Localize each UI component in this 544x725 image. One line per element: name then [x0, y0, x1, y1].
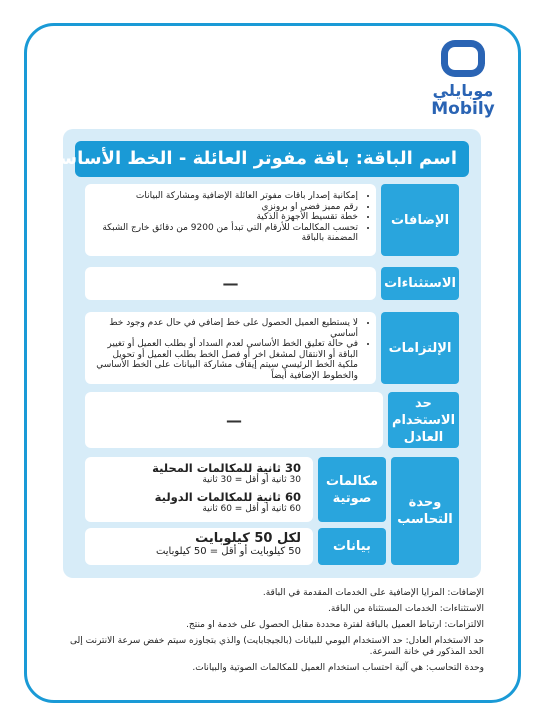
- fair-use-value: —: [226, 410, 242, 430]
- definition-exclusions: الاستثناءات: الخدمات المستثناة من الباقة.: [328, 604, 484, 614]
- exclusions-box: [85, 267, 376, 300]
- intl-calls-detail: 60 ثانية أو أقل = 60 ثانية: [202, 504, 301, 514]
- data-box: [85, 528, 313, 565]
- definition-additions: الإضافات: المزايا الإضافية على الخدمات المقدمة في الباقة.: [262, 588, 484, 598]
- voice-calls-box: [85, 457, 313, 522]
- definition-obligations: الالتزامات: ارتباط العميل بالباقة لفترة محددة مقابل الحصول على خدمة او منتج.: [186, 620, 484, 630]
- list-item: • تحسب المكالمات للأرقام التي تبدأ من 9200 من دقائق خارج الشبكة المضمنة بالباقة: [93, 223, 358, 244]
- additions-label: الإضافات: [381, 184, 459, 256]
- list-item: • خطة تقسيط الأجهزة الذكية: [93, 212, 358, 223]
- local-calls-unit: 30 ثانية للمكالمات المحلية: [152, 461, 301, 475]
- intl-calls-unit: 60 ثانية للمكالمات الدولية: [154, 490, 301, 504]
- exclusions-value: —: [222, 274, 239, 293]
- data-unit: لكل 50 كيلوبايت: [195, 531, 301, 546]
- billing-unit-label: وحدة التحاسب: [391, 457, 459, 565]
- list-item: • في حالة تعليق الخط الأساسي لعدم السداد أو بطلب العميل أو تغيير الباقة أو الانتقال لمشغل اخر أو فصل الخط بطلب العميل أو تحويل ملكية الخط الرئيسي سيتم إيقاف مشاركة البيانات على الخط الأساسي والخطوط الإضافية أيضاً: [93, 339, 358, 381]
- data-label: بيانات: [318, 528, 386, 565]
- logo-arabic-text: موبايلي: [432, 81, 494, 100]
- fair-use-box: [85, 392, 383, 448]
- obligations-label: الإلتزامات: [381, 312, 459, 384]
- obligations-list: [85, 312, 376, 381]
- definitions-footer: [60, 588, 484, 679]
- additions-list: [85, 184, 376, 244]
- definition-fair-use: حد الاستخدام العادل: حد الاستخدام اليومي للبيانات (بالجيجابايت) والذي بتجاوزه سيتم خفض سرعة الانترنت إلى الحد المذكور في خانة السرعة.: [70, 636, 484, 657]
- list-item: • إمكانية إصدار باقات مفوتر العائلة الإضافية ومشاركة البيانات: [93, 191, 358, 202]
- additions-box: [85, 184, 376, 256]
- data-detail: 50 كيلوبايت أو أقل = 50 كيلوبايت: [155, 546, 301, 557]
- definition-billing-unit: وحدة التحاسب: هي آلية احتساب استخدام العميل للمكالمات الصوتية والبيانات.: [192, 663, 484, 673]
- voice-calls-label: مكالمات صوتية: [318, 457, 386, 522]
- package-title: اسم الباقة: باقة مفوتر العائلة - الخط الأساسي: [75, 141, 469, 177]
- fair-use-label: حد الاستخدام العادل: [388, 392, 459, 448]
- list-item: • رقم مميز فضي او برونزي: [93, 202, 358, 213]
- mobily-logo: [418, 40, 508, 128]
- exclusions-label: الاستثناءات: [381, 267, 459, 300]
- logo-english-text: Mobily: [431, 99, 495, 119]
- list-item: • لا يستطيع العميل الحصول على خط إضافي في حال عدم وجود خط أساسي: [93, 318, 358, 339]
- obligations-box: [85, 312, 376, 384]
- local-calls-detail: 30 ثانية أو أقل = 30 ثانية: [202, 475, 301, 485]
- mobily-logo-icon: [437, 40, 489, 80]
